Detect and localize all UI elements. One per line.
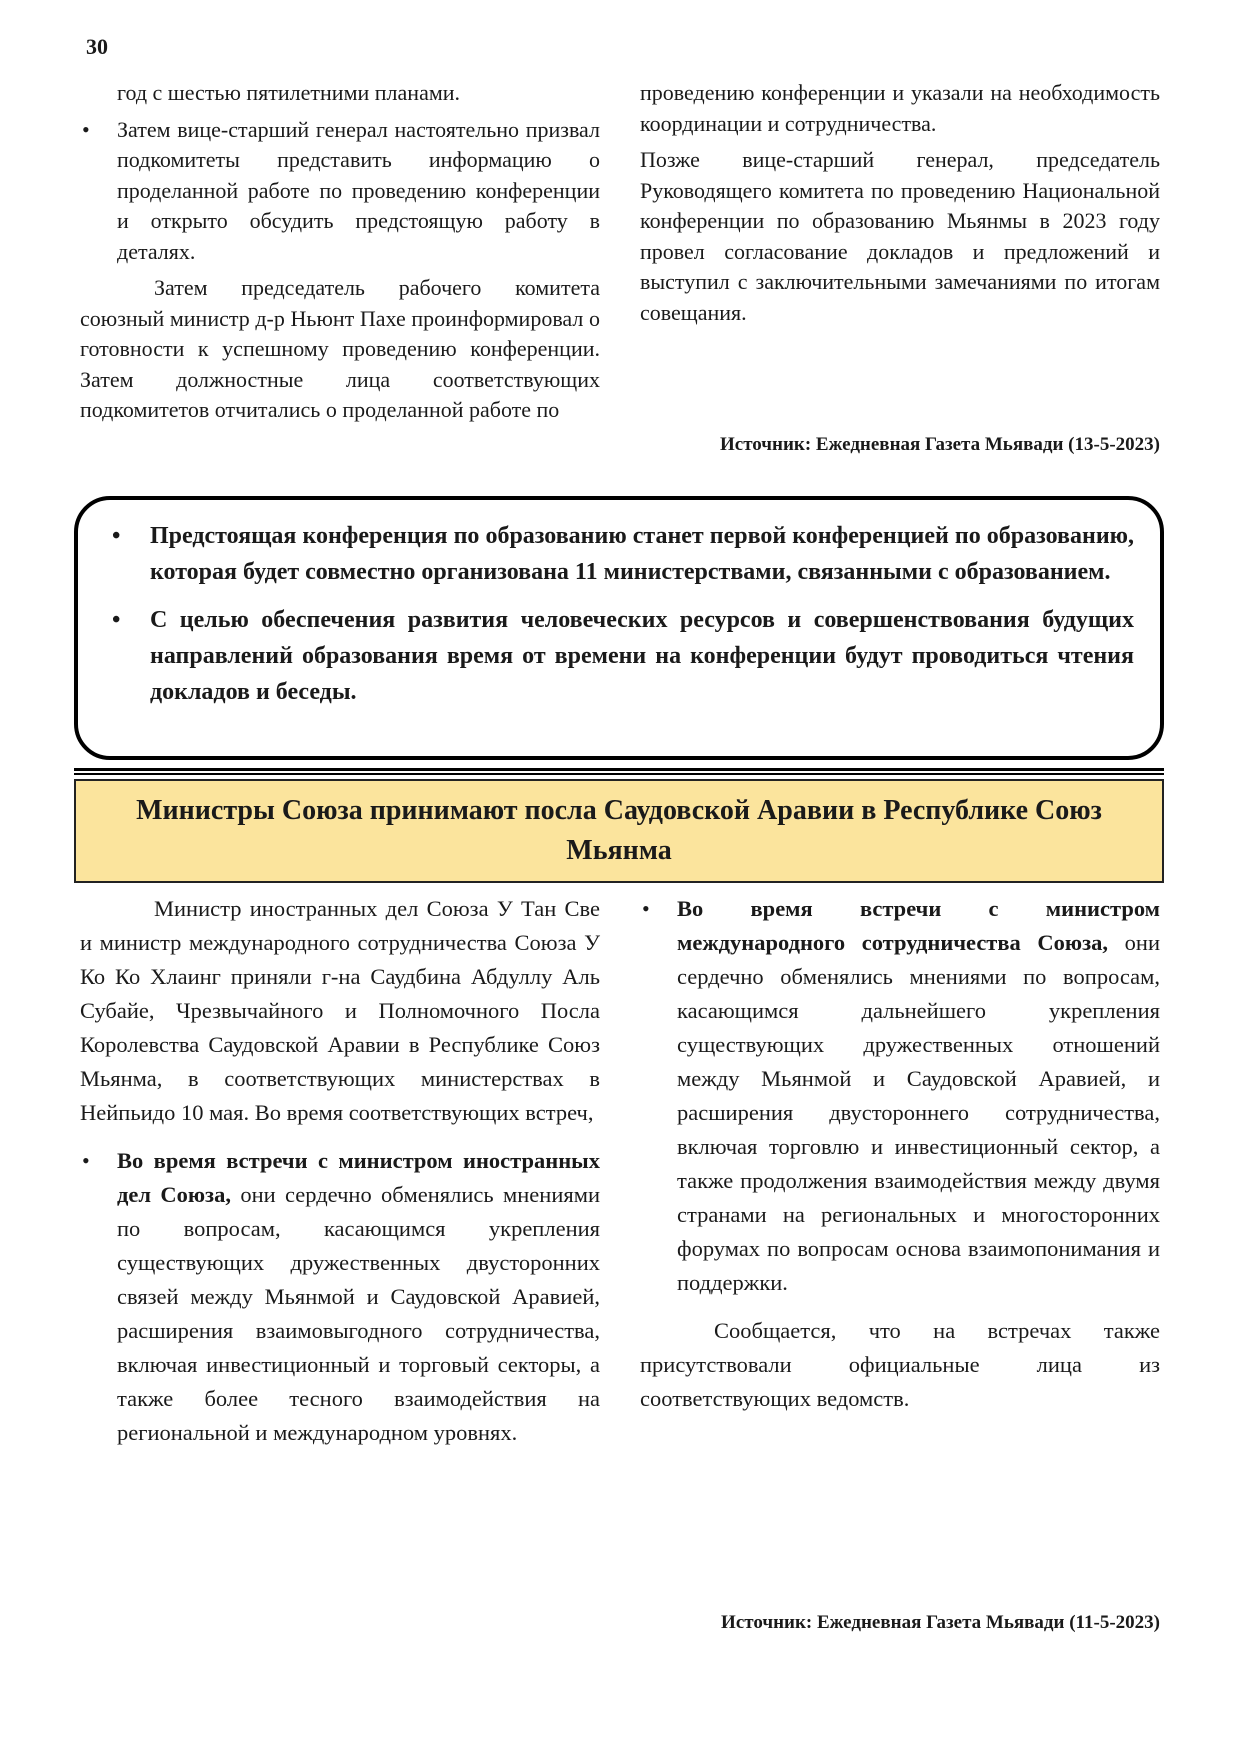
highlight-list: [106, 518, 1134, 710]
article-left-column: [80, 892, 600, 1450]
list-item: [640, 892, 1160, 1300]
page-number: 30: [86, 34, 108, 59]
highlight-box: [74, 496, 1164, 760]
headline-text: Министры Союза принимают посла Саудовской Аравии в Республике Союз Мьянма: [136, 795, 1102, 866]
double-rule-divider: [74, 768, 1164, 775]
paragraph: Позже вице-старший генерал, председатель Руководящего комитета по проведению Национальной конференции по образованию Мьянмы в 2023 году провел согласование докладов и предложений и выступил с заключительными замечаниями по итогам совещания.: [640, 147, 1160, 325]
top-left-column: [80, 78, 600, 426]
bullet-text: они сердечно обменялись мнениями по вопросам, касающимся укрепления существующих дружественных двусторонних связей между Мьянмой и Саудовской Аравией, расширения взаимовыгодного сотрудничества, включая инвестиционный и торговый секторы, а также более тесного взаимодействия на региональной и международном уровнях.: [117, 1182, 600, 1445]
paragraph: Затем председатель рабочего комитета союзный министр д-р Ньюнт Пахе проинформировал о готовности к успешному проведению конференции. Затем должностные лица соответствующих подкомитетов отчитались о проделанной работе по: [80, 275, 600, 422]
bullet-list: [80, 1144, 600, 1450]
bullet-text: они сердечно обменялись мнениями по вопросам, касающимся дальнейшего укрепления существующих дружественных отношений между Мьянмой и Саудовской Аравией, и расширения двустороннего сотрудничества, включая торговлю и инвестиционный сектор, а также продолжения взаимодействия между двумя странами на региональных и многосторонних форумах по вопросам основа взаимопонимания и поддержки.: [677, 930, 1160, 1295]
article-headline: [74, 779, 1164, 883]
bullet-list: [640, 892, 1160, 1300]
article-intro: Министр иностранных дел Союза У Тан Све и министр международного сотрудничества Союза У Ко Ко Хлаинг приняли г-на Саудбина Абдуллу Аль Субайе, Чрезвычайного и Полномочного Посла Королевства Саудовской Аравии в Республике Союз Мьянма, в соответствующих министерствах в Нейпьидо 10 мая. Во время соответствующих встреч,: [80, 896, 600, 1125]
bullet-lead: Во время встречи с министром иностранных дел Союза,: [117, 1148, 600, 1207]
continuation-text: проведению конференции и указали на необходимость координации и сотрудничества.: [640, 80, 1160, 136]
highlight-item: • С целью обеспечения развития человеческих ресурсов и совершенствования будущих направлений образования время от времени на конференции будут проводиться чтения докладов и беседы.: [106, 602, 1134, 710]
list-item: • Затем вице-старший генерал настоятельно призвал подкомитеты представить информацию о проделанной работе по проведению конференции и открыто обсудить предстоящую работу в деталях.: [80, 115, 600, 268]
bullet-list: [80, 115, 600, 268]
continuation-text: год с шестью пятилетними планами.: [117, 80, 461, 105]
source-citation: Источник: Ежедневная Газета Мьявади (11-5-2023): [721, 1612, 1160, 1633]
bullet-lead: Во время встречи с министром международного сотрудничества Союза,: [677, 896, 1160, 955]
top-right-column: [640, 78, 1160, 328]
highlight-item: • Предстоящая конференция по образованию станет первой конференцией по образованию, которая будет совместно организована 11 министерствами, связанными с образованием.: [106, 518, 1134, 590]
source-citation: Источник: Ежедневная Газета Мьявади (13-5-2023): [720, 434, 1160, 455]
list-item: [80, 1144, 600, 1450]
closing-paragraph: Сообщается, что на встречах также присутствовали официальные лица из соответствующих ведомств.: [640, 1318, 1160, 1411]
article-right-column: [640, 892, 1160, 1416]
